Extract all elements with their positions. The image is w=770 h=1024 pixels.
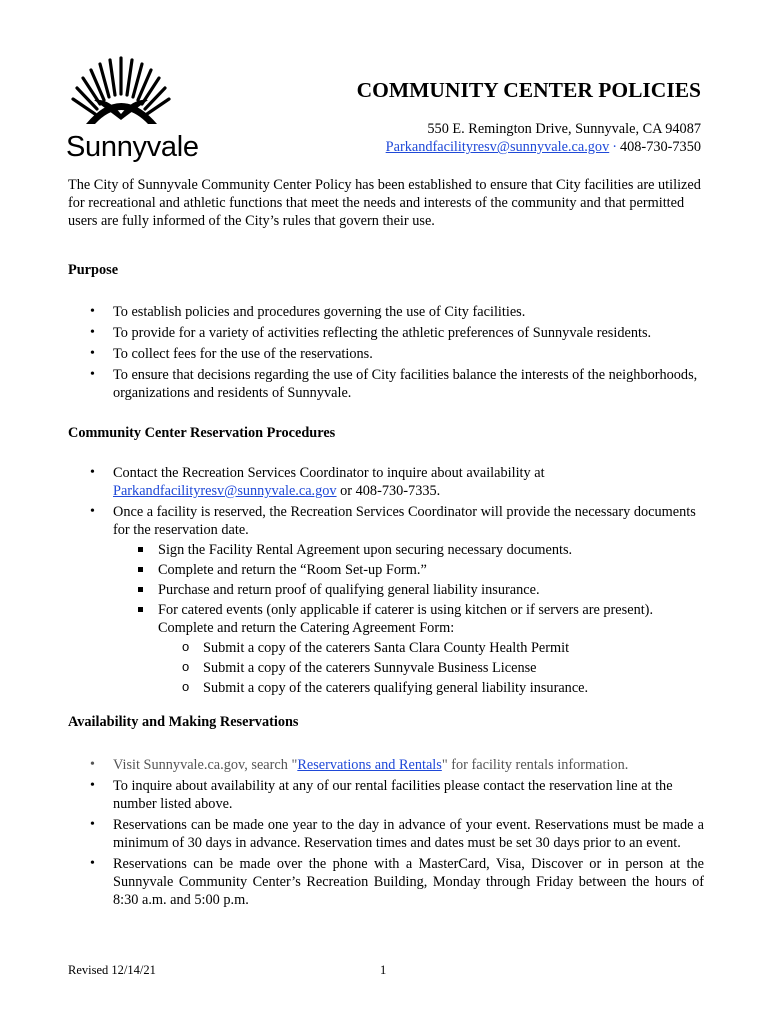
visit-suffix: " for facility rentals information. (441, 757, 629, 773)
document-sublist (113, 541, 704, 697)
list-item (68, 756, 704, 774)
reservations-rentals-link[interactable]: Reservations and Rentals (297, 757, 442, 773)
sublist-item: Purchase and return proof of qualifying general liability insurance. (113, 581, 704, 599)
logo-wordmark: Sunnyvale (66, 131, 199, 163)
list-item: • To provide for a variety of activities reflecting the athletic preferences of Sunnyvale residents. (68, 324, 704, 342)
procedure-phone-text: or 408-730-7335. (336, 483, 441, 499)
list-item (68, 464, 704, 500)
separator: · (612, 139, 617, 155)
intro-paragraph: The City of Sunnyvale Community Center Policy has been established to ensure that City facilities are utilized for recreational and athletic functions that meet the needs and interests of the community and that permitted users are fully informed of the City’s rules that govern their use. (68, 177, 701, 229)
procedure-reserved-text: Once a facility is reserved, the Recreation Services Coordinator will provide the necessary documents for the reservation date. (113, 504, 696, 538)
contact-line (386, 139, 701, 156)
procedure-contact-text: Contact the Recreation Services Coordinator to inquire about availability at (113, 465, 545, 481)
availability-list (68, 756, 704, 909)
availability-heading: Availability and Making Reservations (68, 714, 299, 730)
catering-item: o Submit a copy of the caterers qualifying general liability insurance. (158, 679, 704, 697)
purpose-heading: Purpose (68, 262, 119, 278)
list-item: • To ensure that decisions regarding the use of City facilities balance the interests of the neighborhoods, organizations and residents of Sunnyvale. (68, 366, 704, 402)
revised-date: Revised 12/14/21 (68, 963, 156, 977)
list-item: • To establish policies and procedures governing the use of City facilities. (68, 303, 704, 321)
catering-item: o Submit a copy of the caterers Sunnyvale Business License (158, 659, 704, 677)
page-number: 1 (380, 963, 387, 977)
procedure-email-link[interactable]: Parkandfacilityresv@sunnyvale.ca.gov (113, 483, 337, 499)
procedures-heading: Community Center Reservation Procedures (68, 425, 336, 441)
catering-text: For catered events (only applicable if caterer is using kitchen or if servers are present). Complete and return the Catering Agreement Form: (158, 602, 654, 636)
visit-prefix: Visit Sunnyvale.ca.gov, search " (113, 757, 298, 773)
address-line: 550 E. Remington Drive, Sunnyvale, CA 94087 (427, 121, 701, 137)
list-item: • To inquire about availability at any of our rental facilities please contact the reservation line at the number listed above. (68, 777, 704, 813)
sublist-item: Complete and return the “Room Set-up Form.” (113, 561, 704, 579)
sun-logo-icon (64, 52, 194, 132)
list-item (68, 503, 704, 697)
purpose-list (68, 303, 704, 402)
list-item: • Reservations can be made one year to the day in advance of your event. Reservations must be made a minimum of 30 days in advance. Reservation times and dates must be set 30 days prior to an event. (68, 816, 704, 852)
sublist-item: Sign the Facility Rental Agreement upon securing necessary documents. (113, 541, 704, 559)
procedures-list (68, 464, 704, 699)
phone-number: 408-730-7350 (619, 139, 701, 155)
list-item: • Reservations can be made over the phone with a MasterCard, Visa, Discover or in person at the Sunnyvale Community Center’s Recreation Building, Monday through Friday between the hours of 8:30 a.m. and 5:00 p.m. (68, 855, 704, 909)
catering-item: o Submit a copy of the caterers Santa Clara County Health Permit (158, 639, 704, 657)
catering-sublist (158, 639, 704, 697)
page-title: COMMUNITY CENTER POLICIES (356, 78, 701, 102)
sublist-item (113, 601, 704, 697)
email-link[interactable]: Parkandfacilityresv@sunnyvale.ca.gov (385, 139, 610, 155)
list-item: • To collect fees for the use of the reservations. (68, 345, 704, 363)
